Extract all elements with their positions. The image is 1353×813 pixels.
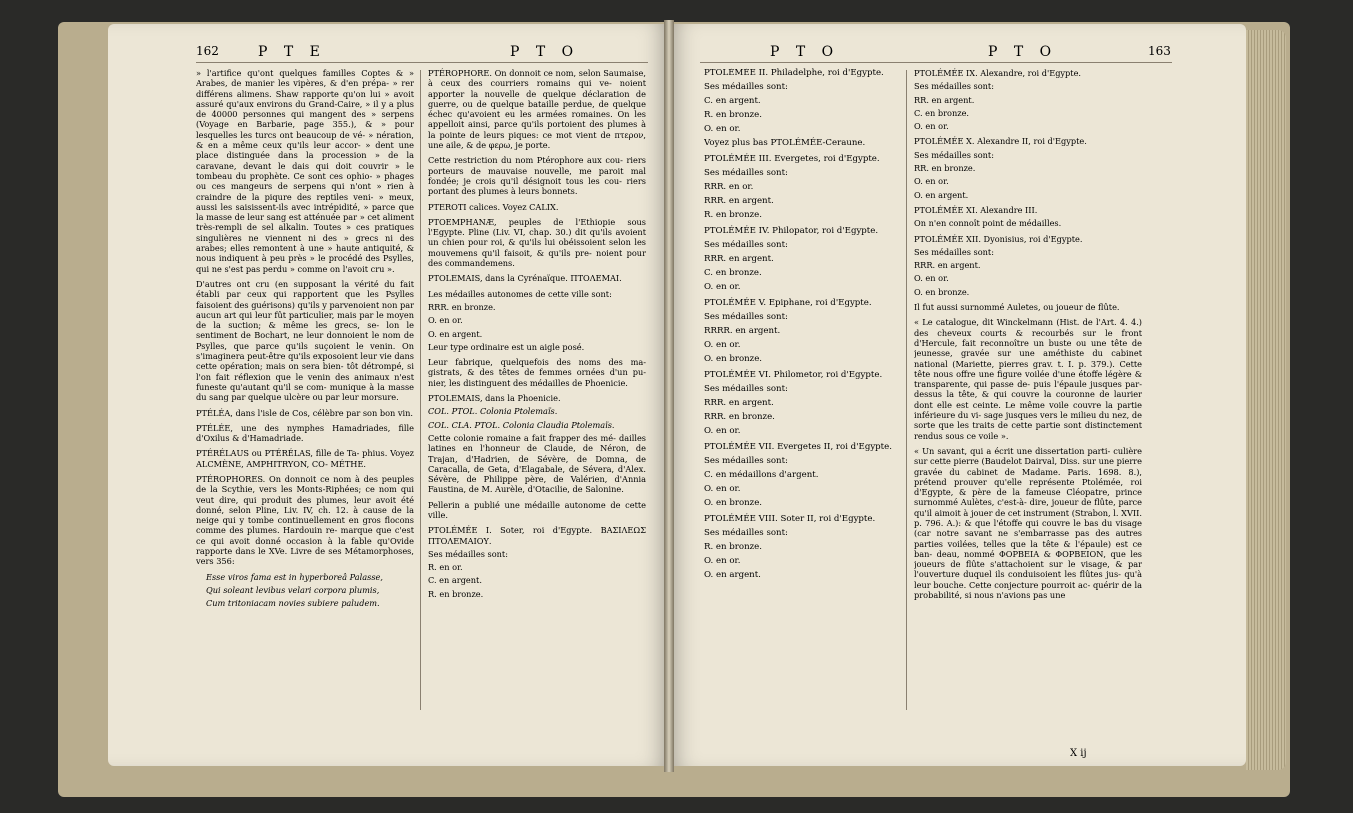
- verse-line: Cum tritoniacam novies subiere paludem.: [206, 598, 380, 609]
- entry-line: O. en or.: [704, 556, 741, 566]
- column-3: [704, 68, 900, 718]
- entry-line: PTOLÉMÉE IX. Alexandre, roi d'Egypte.: [914, 68, 1082, 78]
- entry-line: O. en or.: [428, 315, 463, 326]
- entry-line: Ses médailles sont:: [704, 82, 788, 92]
- verse-line: Esse viros fama est in hyperboreâ Palasse,: [206, 571, 383, 582]
- entry-line: Ses médailles sont:: [914, 81, 994, 92]
- entry-line: C. en bronze.: [914, 107, 970, 118]
- paragraph: » l'artifice qu'ont quelques familles Coptes & » Arabes, de manier les vipères, & d'en prépa- » rer différens alimens. Shaw rapporte qu'on lui » avoit assuré qu'aux environs du Grand-Caire, » il y a plus de 40000 personnes qui mangent des » serpens (Voyage en Barbarie, page 355.), & » pour lesquelles les turcs ont beaucoup de vé- » nération, & en a même ceux qu'ils leur accor- » dent une place distinguée dans la procession » de la caravane, devant le dais qui doit couvrir » le tombeau du prophète. Ce sont ces ophio- » phages ou ces mangeurs de serpens qui n'ont » rien à craindre de la piqure des reptiles veni- » meux, aussi les saisissent-ils avec intrépidité, » parce que la masse de leur sang est atténuée par » cet aliment très-rempli de sel alkalin. Toutes » ces pratiques singulières ne viennent ni des » grecs ni des arabes; elles remontent à une » haute antiquité, & nous indiquent à peu près » le procédé des Psylles, qui ne s'est pas perdu » comme on l'avoit cru ».: [196, 68, 414, 274]
- paragraph: Voyez plus bas PTOLÉMÉE-Ceraune.: [704, 138, 866, 148]
- entry-line: RRR. en or.: [704, 182, 754, 192]
- paragraph: Cette colonie romaine a fait frapper des mé- dailles latines en l'honneur de Claude, de Néron, de Trajan, d'Hadrien, de Sévère, de Domna, de Caracalla, de Geta, d'Elagabale, de Sévera, d'Alex. Sévère, de Philippe père, de Valérien, d'Annia Faustina, de M. Aurèle, d'Otacilie, de Salonine.: [428, 432, 646, 495]
- paragraph: PTEROTI calices. Voyez CALIX.: [428, 201, 559, 212]
- entry-line: O. en or.: [914, 176, 949, 187]
- entry-line: RRR. en argent.: [914, 260, 981, 271]
- entry-line: COL. CLA. PTOL. Colonia Claudia Ptolemaïs.: [428, 419, 615, 430]
- entry-line: C. en bronze.: [704, 268, 762, 278]
- entry-line: R. en bronze.: [704, 542, 762, 552]
- entry-line: O. en or.: [914, 273, 949, 284]
- entry-line: Ses médailles sont:: [704, 528, 788, 538]
- entry-line: PTOLÉMÉE VII. Evergetes II, roi d'Egypte.: [704, 442, 892, 452]
- paragraph: « Le catalogue, dit Winckelmann (Hist. de l'Art. 4. 4.) des cheveux courts & recourbés sur le front d'Hercule, fait reconnoître un buste ou une tête de jeunesse, gravée sur une améthiste du cabinet national (Mariette, pierres grav. t. I. p. 379.). Cette tête nous offre une figure voilée d'une étoffe légère & transparente, qui passe de- puis l'épaule jusques par-dessus la tête, & qui couvre la couronne de laurier dont elle est ceinte. Le même voile couvre la partie inférieure du vi- sage jusques vers le milieu du nez, de sorte que les traits de cette partie sont distinctement rendus sous ce voile ».: [914, 317, 1142, 441]
- entry-line: Ses médailles sont:: [704, 240, 788, 250]
- entry-line: PTOLÉMÉE XII. Dyonisius, roi d'Egypte.: [914, 233, 1083, 244]
- entry-line: Ses médailles sont:: [428, 548, 508, 559]
- paragraph: PTÉLÉA, dans l'isle de Cos, célèbre par son bon vin.: [196, 407, 414, 418]
- right-page-number: 163: [1148, 44, 1171, 58]
- entry-line: Ses médailles sont:: [704, 384, 788, 394]
- left-head-2: P T O: [510, 44, 580, 60]
- paragraph: PTOLEMAIS, dans la Cyrénaïque. ΠΤΟΛΕΜΑΙ.: [428, 273, 622, 284]
- paragraph: Pellerin a publié une médaille autonome de cette ville.: [428, 499, 646, 520]
- entry-line: Ses médailles sont:: [914, 246, 994, 257]
- entry-line: RRRR. en argent.: [704, 326, 781, 336]
- entry-line: PTOLÉMÉE I. Soter, roi d'Egypte. ΒΑΣΙΛΕΩΣ ΠΤΟΛΕΜΑΙΟΥ.: [428, 525, 646, 546]
- paragraph: PTOEMPHANÆ, peuples de l'Ethiopie sous l'Egypte. Pline (Liv. VI, chap. 30.) dit qu'ils avoient un chien pour roi, & qu'ils lui obéissoient selon les mouvemens qu'il faisoit, & qu'ils pre- noient pour des commandemens.: [428, 216, 646, 269]
- paragraph: PTÉRÉLAUS ou PTÉRÉLAS, fille de Ta- phius. Voyez ALCMÈNE, AMPHITRYON, CO- MÉTHE.: [196, 448, 414, 469]
- paragraph: Il fut aussi surnommé Auletes, ou joueur de flûte.: [914, 302, 1120, 313]
- entry-line: O. en argent.: [704, 570, 761, 580]
- paragraph: Cette restriction du nom Ptérophore aux cou- riers porteurs de mauvaise nouvelle, me paroit mal fondée; je crois qu'il désignoit tous les cou- riers portant des plumes à leurs bonnets.: [428, 155, 646, 197]
- entry-line: C. en argent.: [428, 575, 482, 586]
- entry-line: Ses médailles sont:: [914, 149, 994, 160]
- column-2: [428, 68, 646, 718]
- entry-line: PTOLÉMÉE V. Epiphane, roi d'Egypte.: [704, 298, 872, 308]
- entry-line: Ses médailles sont:: [704, 456, 788, 466]
- paragraph: O. en or.: [914, 121, 949, 132]
- right-head-rule: [700, 62, 1172, 63]
- entry-line: RRR. en argent.: [704, 196, 774, 206]
- entry-line: PTOLÉMÉE II. Philadelphe, roi d'Egypte.: [704, 68, 884, 78]
- column-1: [196, 68, 414, 718]
- entry-line: C. en médaillons d'argent.: [704, 470, 819, 480]
- entry-line: O. en or.: [704, 484, 741, 494]
- paragraph: O. en bronze.: [704, 354, 763, 364]
- entry-line: COL. PTOL. Colonia Ptolemaïs.: [428, 406, 558, 417]
- entry-line: RRR. en argent.: [704, 398, 774, 408]
- entry-line: O. en or.: [704, 124, 741, 134]
- entry-line: RRR. en bronze.: [428, 301, 496, 312]
- entry-line: RR. en argent.: [914, 94, 975, 105]
- entry-line: RR. en bronze.: [914, 163, 976, 174]
- entry-line: RRR. en argent.: [704, 254, 774, 264]
- entry-line: R. en or.: [428, 562, 463, 573]
- paragraph: Leur fabrique, quelquefois des noms des ma- gistrats, & des têtes de femmes ornées d'un pu- nier, les distinguent des médailles de Phoenicie.: [428, 357, 646, 388]
- right-head-2: P T O: [988, 44, 1058, 60]
- paragraph: PTÉROPHORE. On donnoit ce nom, selon Saumaise, à ceux des courriers romains qui ve- noient apporter la nouvelle de quelque déclaration de guerre, ou de quelque bataille perdue, de quelque échec qu'avoient eu les armées romaines. On les appelloit ainsi, parce qu'ils portoient des plumes à la pointe de leurs piques: ce mot vient de πτερον, une aile, & de φερω, je porte.: [428, 68, 646, 151]
- paragraph: R. en bronze.: [704, 210, 762, 220]
- right-head-1: P T O: [770, 44, 840, 60]
- paragraph: O. en or.: [704, 282, 741, 292]
- entry-line: PTOLÉMÉE VI. Philometor, roi d'Egypte.: [704, 370, 883, 380]
- entry-line: Ses médailles sont:: [704, 312, 788, 322]
- entry-line: PTOLÉMÉE VIII. Soter II, roi d'Egypte.: [704, 514, 876, 524]
- paragraph: O. en bronze.: [914, 286, 970, 297]
- signature-mark: X ij: [1070, 748, 1087, 759]
- book-gutter: [664, 20, 674, 772]
- paragraph: O. en or.: [704, 426, 741, 436]
- paragraph: O. en bronze.: [704, 498, 763, 508]
- entry-line: O. en argent.: [428, 328, 483, 339]
- paragraph: PTÉLÉE, une des nymphes Hamadriades, fille d'Oxilus & d'Hamadriade.: [196, 422, 414, 444]
- left-head-1: P T E: [258, 44, 326, 60]
- paragraph: « Un savant, qui a écrit une dissertation parti- culière sur cette pierre (Baudelot Dairval, Diss. sur une pierre gravée du cabinet de Madame. Paris. 1698. 8.), prétend prouver qu'elle représente Ptolémée, roi d'Egypte, & père de la fameuse Cléopatre, prince surnommé Aulètes, c'est-à- dire, joueur de flûte, parce qu'il aimoit à jouer de cet instrument (Strabon, l. XVII. p. 796. A.): & que l'étoffe qui couvre le bas du visage (car notre savant ne s'embarrasse pas des autres parties voilées, telles que la tête & l'épaule) est ce ban- deau, nommé ΦΟΡΒΕΙΑ & ΦΟΡΒΕΙΟΝ, que les joueurs de flûte s'attachoient sur le visage, & par l'ouverture duquel ils conduisoient les flûtes jus- qu'à leur bouche. Cette conjecture pourroit ac- quérir de la probabilité, si nous n'avions pas une: [914, 445, 1142, 601]
- right-column-rule: [906, 70, 907, 710]
- entry-line: PTOLÉMÉE III. Evergetes, roi d'Egypte.: [704, 154, 880, 164]
- column-4: [914, 68, 1142, 718]
- left-head-rule: [196, 62, 648, 63]
- entry-line: PTOLÉMÉE IV. Philopator, roi d'Egypte.: [704, 226, 879, 236]
- entry-line: R. en bronze.: [704, 110, 762, 120]
- entry-line: PTOLÉMÉE X. Alexandre II, roi d'Egypte.: [914, 136, 1087, 147]
- paragraph: D'autres ont cru (en supposant la vérité du fait établi par ceux qui rapportent que les Psylles faisoient des guérisons) qu'ils y parvenoient non par aucun art qui leur fût particulier, mais par le moyen de la suction; & même les grecs, se- lon le sentiment de Bochart, ne leur donnoient le nom de Psylles, que parce qu'ils suçoient le venin. On s'imaginera peut-être qu'ils exposoient leur vie dans cette opération; mais on sera bien- tôt détrompé, si l'on fait réflexion que le venin des animaux n'est funeste qu'autant qu'il se com- munique à la masse du sang par quelque ulcère ou par leur morsure.: [196, 278, 414, 403]
- paragraph: O. en argent.: [914, 189, 969, 200]
- left-column-rule: [420, 70, 421, 710]
- entry-line: PTOLÉMÉE XI. Alexandre III.: [914, 204, 1038, 215]
- entry-line: Les médailles autonomes de cette ville sont:: [428, 288, 612, 299]
- paragraph: On n'en connoît point de médailles.: [914, 218, 1062, 229]
- page-edges: [1246, 30, 1286, 770]
- left-page-number: 162: [196, 44, 219, 58]
- paragraph: Leur type ordinaire est un aigle posé.: [428, 341, 585, 352]
- entry-line: C. en argent.: [704, 96, 761, 106]
- entry-line: Ses médailles sont:: [704, 168, 788, 178]
- entry-line: RRR. en bronze.: [704, 412, 775, 422]
- entry-line: PTOLEMAIS, dans la Phoenicie.: [428, 393, 561, 404]
- paragraph: PTÉROPHORES. On donnoit ce nom à des peuples de la Scythie, vers les Monts-Riphées; ce nom qui veut dire, qui produit des plumes, leur avoit été donné, selon Pline, Liv. IV, ch. 12. à cause de la neige qui y tombe continuellement en gros flocons comme des plumes. Hardouin re- marque que c'est ce qui avoit donné occasion à la fable qu'Ovide rapporte dans le XVe. Livre de ses Métamorphoses, vers 356:: [196, 473, 414, 567]
- verse-line: Qui soleant levibus velari corpora plumis,: [206, 584, 380, 595]
- entry-line: O. en or.: [704, 340, 741, 350]
- entry-line: R. en bronze.: [428, 588, 484, 599]
